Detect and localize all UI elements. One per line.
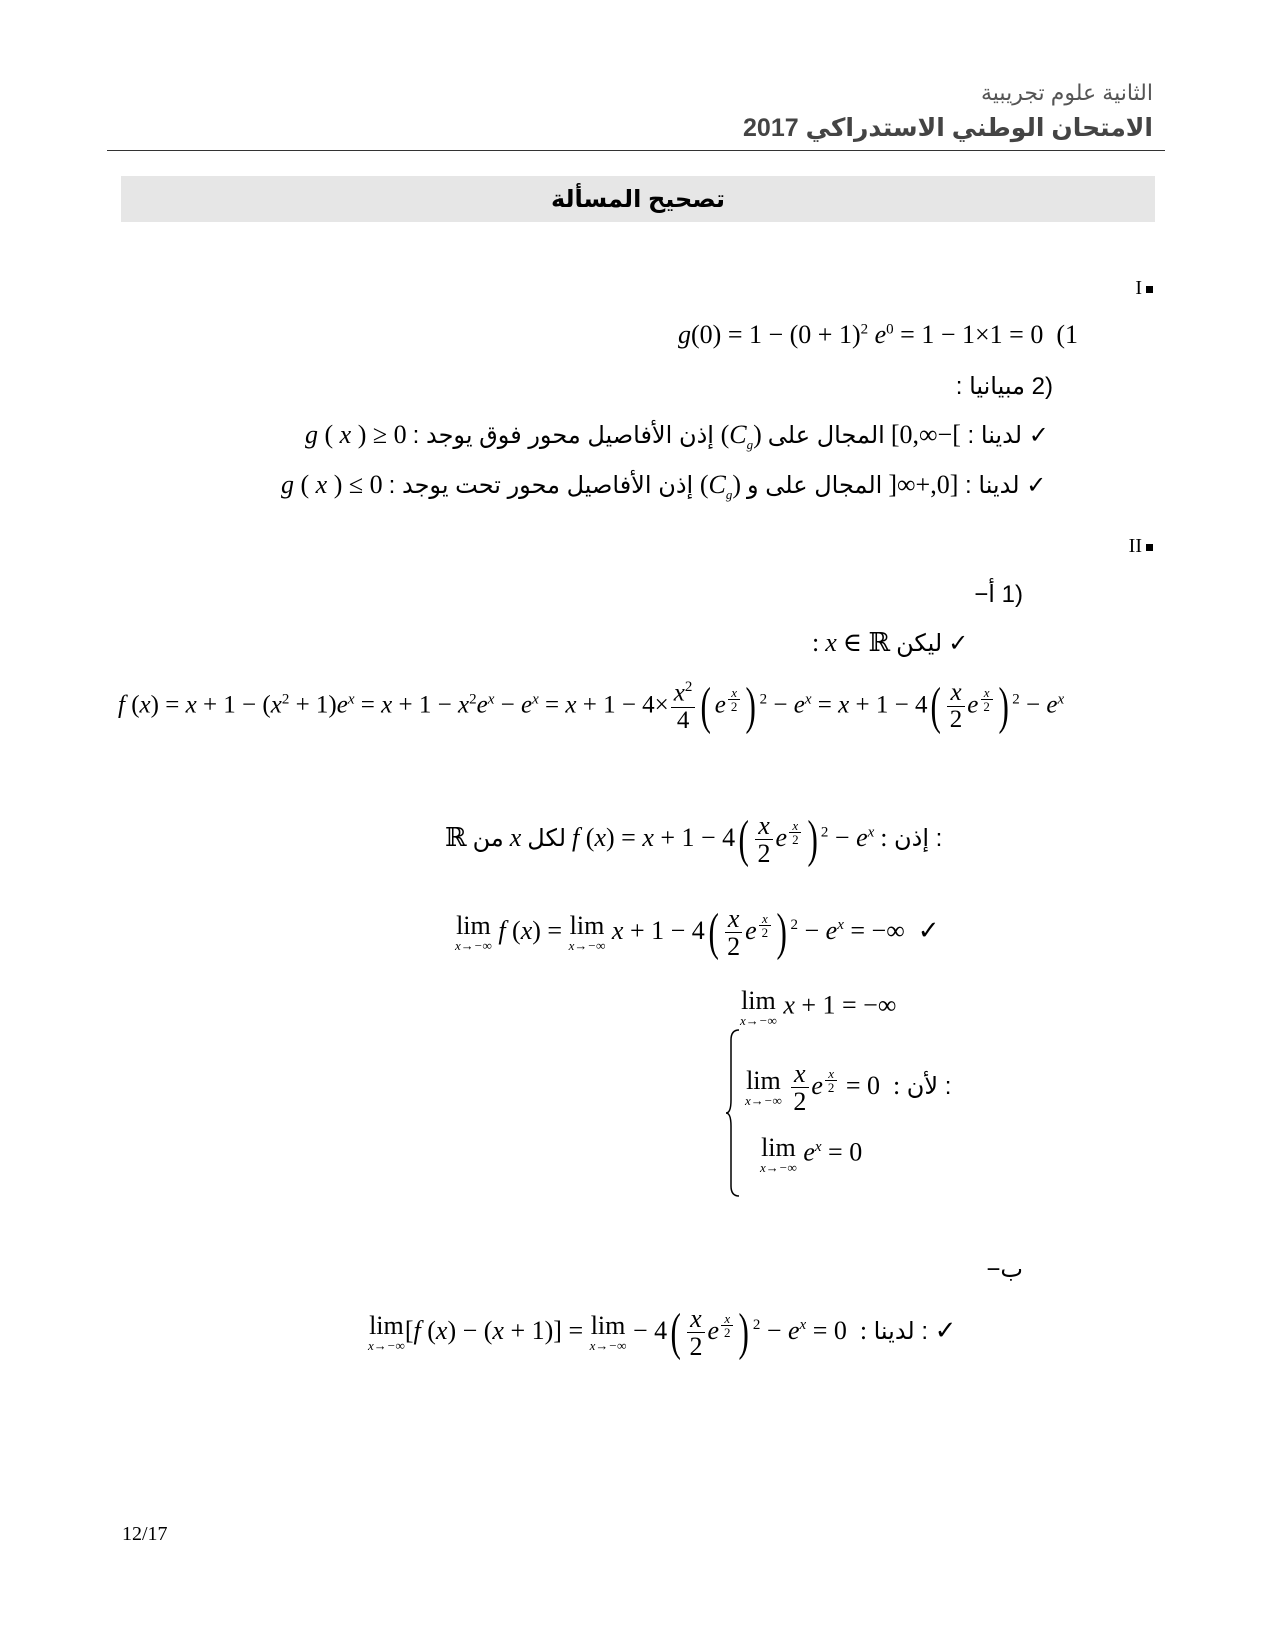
part1-bullet1: g ( x ) ≥ 0 : إذن الأفاصيل محور فوق يوجد $(C_g)$ لدينا : ]−∞,0] المجال على ✓ — [305, 420, 1049, 453]
part1-label: I — [1135, 277, 1153, 300]
part2-label: II — [1129, 535, 1153, 558]
part2-asymptote-limit: lim x→−∞ [f (x) − (x + 1)] = lim x→−∞ − 4( $\frac{x}{2}$ e $^{\frac{x}{2}}$ ) $^2 - e^x = 0$ : لدينا : ✓ — [368, 1303, 957, 1362]
check-icon: ✓ — [917, 915, 940, 946]
limit-line-2: lim x→−∞ $\frac{x}{2}$ e $^{\frac{x}{2}}$ = 0 : لأن : — [745, 1059, 952, 1117]
header-level: الثانية علوم تجريبية — [981, 80, 1153, 105]
bullet-square-icon — [1146, 544, 1153, 551]
part2-qb: ب− — [986, 1256, 1023, 1283]
part1-bullet2: g ( x ) ≤ 0 : إذن الأفاصيل محور تحت يوجد $(C_g)$ لدينا : [0,+∞[ المجال على و ✓ — [281, 470, 1047, 503]
header-exam-title: الامتحان الوطني الاستدراكي 2017 — [743, 114, 1153, 142]
check-icon: ✓ — [934, 1315, 957, 1346]
section-title: تصحيح المسألة — [550, 185, 726, 213]
page-number: 12/17 — [122, 1523, 168, 1545]
header-divider — [107, 150, 1165, 151]
section-title-band — [121, 176, 1155, 222]
part2-limit-minus-inf: lim x→−∞ f (x) = lim x→−∞ x + 1 − 4( $\frac{x}{2}$ e $^{\frac{x}{2}}$ ) $^2 - e^x$ = −∞ ✓ — [455, 903, 940, 962]
bullet-square-icon — [1146, 286, 1153, 293]
part2-let-x: : x ∈ ℝ ليكن ✓ — [812, 628, 969, 657]
brace-icon — [725, 1028, 741, 1198]
part1-q1-equation: $g(0) = 1 - (0 + 1)^2$ $e^0 = 1 - 1\times 1 = 0$ (1 — [678, 320, 1078, 349]
limit-line-3: lim x→−∞ $e^x = 0$ — [760, 1133, 863, 1175]
part1-q2: (2 مبيانيا : — [955, 373, 1053, 400]
limit-line-1: lim x→−∞ x + 1 = −∞ — [740, 986, 897, 1028]
part2-f-identity: ℝ من x لكل f (x) = x + 1 − 4( $\frac{x}{2}$ e $^{\frac{x}{2}}$ ) $^2 - e^x$ : إذن : — [445, 810, 943, 869]
part2-f-expansion: f $(x) = x + 1 - (x^2 + 1)e^x = x + 1 - x^2e^x - e^x = x + 1 - 4\times$ $\frac{x^2}{4}$ ( e $^{\frac{x}{2}}$ ) $^2 - e^x = x + 1 - 4$( $\frac{x}{2}$ e $^{\frac{x}{2}}$ ) $^2 - e^x$ — [118, 677, 1065, 735]
check-icon: ✓ — [1028, 421, 1049, 449]
check-icon: ✓ — [948, 629, 969, 657]
part2-q1a: (1 أ− — [974, 581, 1023, 608]
check-icon: ✓ — [1026, 471, 1047, 499]
